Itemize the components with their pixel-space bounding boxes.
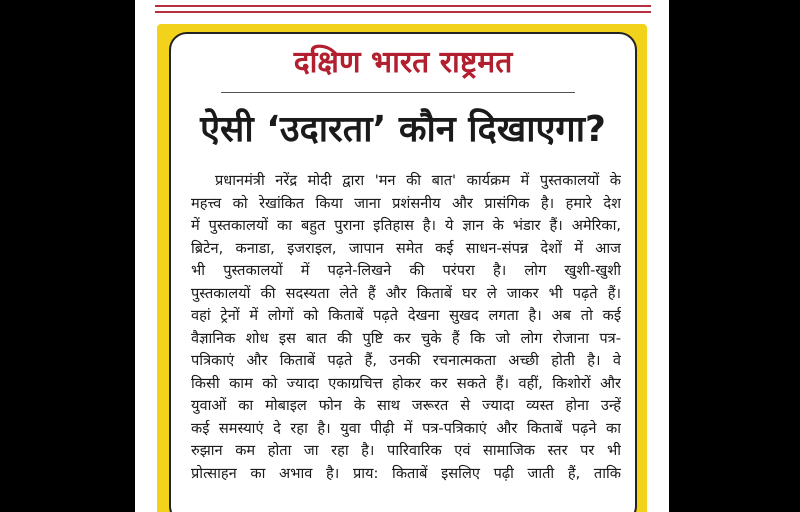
body-line: वहां ट्रेनों में लोगों को किताबें पढ़ते देखना सुखद लगता है। अब तो कई xyxy=(191,307,621,324)
body-line: महत्त्व को रेखांकित किया जाना प्रशंसनीय और प्रासंगिक है। हमारे देश xyxy=(191,194,621,212)
masthead-title: दक्षिण भारत राष्ट्रमत xyxy=(293,45,513,80)
body-line: में पुस्तकालयों का बहुत पुराना इतिहास है। ये ज्ञान के भंडार हैं। अमेरिका, xyxy=(191,217,621,234)
body-line: रुझान कम होता जा रहा है। पारिवारिक एवं सामाजिक स्तर पर भी xyxy=(191,442,621,459)
body-line: युवाओं का मोबाइल फोन के साथ जरूरत से ज्यादा व्यस्त होना उन्हें xyxy=(191,397,621,414)
newspaper-page xyxy=(135,0,669,512)
article-headline: ऐसी ‘उदारता’ कौन दिखाएगा? xyxy=(200,109,606,150)
editorial-box xyxy=(157,24,647,512)
body-line: पुस्तकालयों की सदस्यता लेते हैं और किताबें घर ले जाकर भी पढ़ते हैं। xyxy=(191,284,621,302)
body-line: भी पुस्तकालयों में पढ़ने-लिखने की परंपरा है। लोग खुशी-खुशी xyxy=(191,262,621,279)
body-line: ब्रिटेन, कनाडा, इजराइल, जापान समेत कई साधन-संपन्न देशों में आज xyxy=(191,239,621,257)
top-rule xyxy=(155,5,651,7)
body-line: कई समस्याएं दे रहा है। युवा पीढ़ी में पत्र-पत्रिकाएं और किताबें पढ़ने का xyxy=(191,419,621,437)
article-body xyxy=(191,170,621,485)
masthead-divider xyxy=(221,92,575,93)
top-rule xyxy=(155,11,651,13)
body-line: पत्रिकाएं और किताबें पढ़ते हैं, उनकी रचनात्मकता अच्छी होती है। वे xyxy=(191,352,621,369)
body-line: प्रोत्साहन का अभाव है। प्राय: किताबें इसलिए पढ़ी जाती हैं, ताकि xyxy=(191,464,621,482)
body-line: किसी काम को ज्यादा एकाग्रचित्त होकर कर सकते हैं। वहीं, किशोरों और xyxy=(191,374,621,392)
body-line: वैज्ञानिक शोध इस बात की पुष्टि कर चुके हैं कि जो लोग रोजाना पत्र- xyxy=(191,329,621,347)
editorial-panel xyxy=(169,32,637,512)
body-line: प्रधानमंत्री नरेंद्र मोदी द्वारा 'मन की बात' कार्यक्रम में पुस्तकालयों के xyxy=(215,172,621,189)
